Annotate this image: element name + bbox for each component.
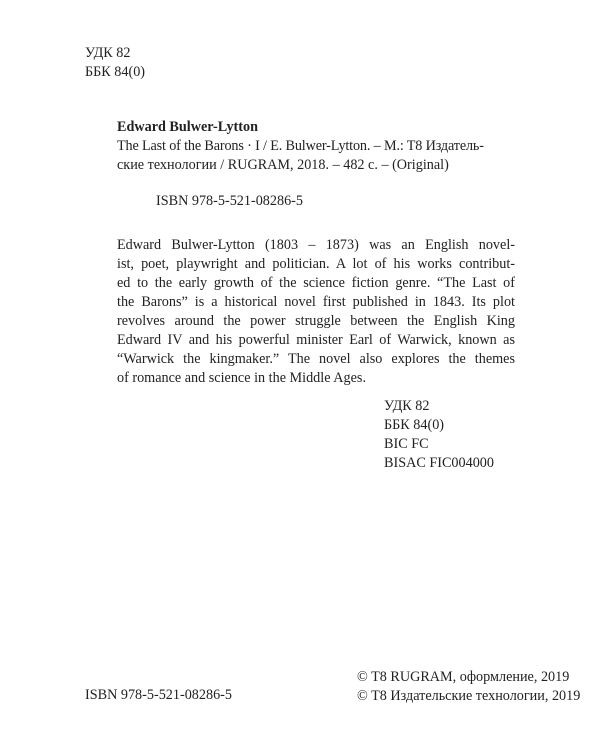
header-classification-codes bbox=[85, 44, 145, 82]
abstract-line: ed to the early growth of the science fiction genre. “The Last of bbox=[117, 275, 515, 291]
header-bbk-code: ББК 84(0) bbox=[85, 64, 146, 80]
abstract-line: ist, poet, playwright and politician. A lot of his works contribut- bbox=[117, 256, 515, 272]
abstract-line: of romance and science in the Middle Ages. bbox=[117, 370, 366, 386]
bbk-code: ББК 84(0) bbox=[384, 417, 445, 433]
abstract-line: Edward IV and his powerful minister Earl of Warwick, known as bbox=[117, 332, 515, 348]
abstract-line: revolves around the power struggle between the English King bbox=[117, 313, 515, 329]
bisac-code: BISAC FIC004000 bbox=[384, 455, 494, 471]
footer-isbn-text: ISBN 978-5-521-08286-5 bbox=[85, 687, 232, 703]
bic-code: BIC FC bbox=[384, 436, 429, 452]
abstract-line: the Barons” is a historical novel first published in 1843. Its plot bbox=[117, 294, 515, 310]
abstract-paragraph bbox=[117, 236, 515, 388]
author-name: Edward Bulwer-Lytton bbox=[117, 119, 258, 135]
isbn-text: ISBN 978-5-521-08286-5 bbox=[156, 193, 303, 209]
footer-isbn bbox=[85, 686, 232, 705]
copyright-line: © T8 RUGRAM, оформление, 2019 bbox=[357, 669, 570, 685]
copyright-notice bbox=[357, 668, 580, 706]
udk-code: УДК 82 bbox=[384, 398, 430, 414]
isbn-number bbox=[156, 192, 303, 211]
header-udk-code: УДК 82 bbox=[85, 45, 131, 61]
copyright-line: © T8 Издательские технологии, 2019 bbox=[357, 688, 581, 704]
bibliographic-entry bbox=[117, 118, 517, 175]
abstract-line: “Warwick the kingmaker.” The novel also explores the themes bbox=[117, 351, 515, 367]
reference-line: The Last of the Barons · I / E. Bulwer-Lytton. – M.: T8 Издатель- bbox=[117, 138, 484, 154]
abstract-line: Edward Bulwer-Lytton (1803 – 1873) was an English novel- bbox=[117, 237, 515, 253]
reference-line: ские технологии / RUGRAM, 2018. – 482 с. – (Original) bbox=[117, 157, 449, 173]
classification-codes bbox=[384, 397, 494, 473]
